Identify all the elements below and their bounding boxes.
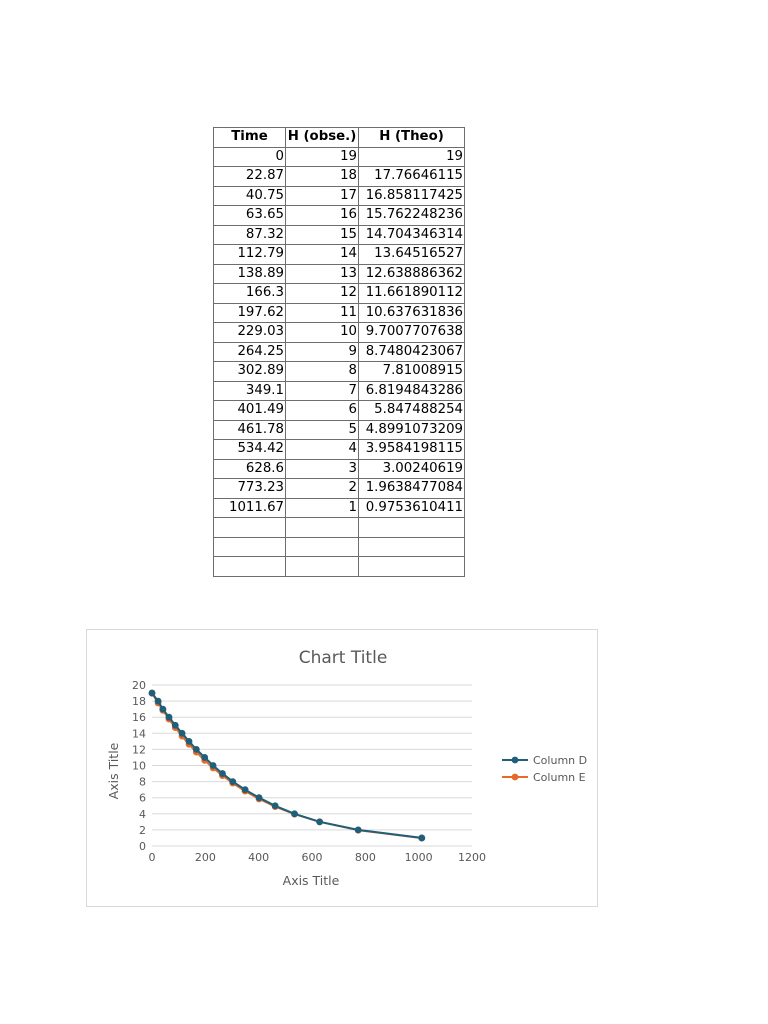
x-tick-label: 400: [248, 851, 270, 864]
x-axis-title: Axis Title: [282, 873, 340, 888]
table-header: [214, 128, 465, 148]
cell-h-observed: 15: [286, 225, 359, 245]
cell-time: 773.23: [214, 479, 286, 499]
data-point: [242, 786, 249, 793]
cell-h-theoretical: 11.661890112: [359, 284, 465, 304]
empty-cell: [359, 518, 465, 538]
y-tick-label: 4: [139, 807, 146, 821]
table-row: [214, 342, 465, 362]
data-point: [179, 730, 186, 737]
cell-h-observed: 13: [286, 264, 359, 284]
cell-h-theoretical: 1.9638477084: [359, 479, 465, 499]
data-point: [316, 818, 323, 825]
cell-time: 229.03: [214, 323, 286, 343]
cell-h-theoretical: 12.638886362: [359, 264, 465, 284]
y-tick-label: 12: [132, 743, 146, 757]
table-row: [214, 303, 465, 323]
y-tick-label: 10: [132, 759, 146, 773]
legend-swatch-marker: [512, 774, 519, 781]
chart-title: Chart Title: [298, 648, 388, 668]
y-tick-label: 20: [132, 679, 146, 692]
cell-h-observed: 18: [286, 167, 359, 187]
cell-h-theoretical: 9.7007707638: [359, 323, 465, 343]
table-row: [214, 264, 465, 284]
data-point: [256, 794, 263, 801]
cell-time: 302.89: [214, 362, 286, 382]
table-row: [214, 498, 465, 518]
empty-cell: [359, 537, 465, 557]
cell-h-theoretical: 4.8991073209: [359, 420, 465, 440]
y-tick-label: 6: [139, 791, 146, 805]
cell-h-theoretical: 19: [359, 147, 465, 167]
cell-h-observed: 11: [286, 303, 359, 323]
x-tick-label: 1000: [404, 851, 433, 864]
empty-cell: [359, 557, 465, 577]
data-point: [229, 778, 236, 785]
cell-h-observed: 4: [286, 440, 359, 460]
y-tick-label: 2: [139, 823, 146, 837]
cell-h-theoretical: 14.704346314: [359, 225, 465, 245]
data-point: [186, 738, 193, 745]
cell-time: 166.3: [214, 284, 286, 304]
cell-h-theoretical: 17.76646115: [359, 167, 465, 187]
x-tick-labels: [149, 851, 487, 864]
cell-h-theoretical: 16.858117425: [359, 186, 465, 206]
y-tick-label: 18: [132, 695, 146, 709]
cell-h-theoretical: 7.81008915: [359, 362, 465, 382]
cell-h-observed: 3: [286, 459, 359, 479]
header-h-theoretical: H (Theo): [359, 128, 465, 148]
cell-time: 264.25: [214, 342, 286, 362]
empty-cell: [286, 537, 359, 557]
cell-h-theoretical: 3.9584198115: [359, 440, 465, 460]
empty-cell: [214, 537, 286, 557]
cell-h-theoretical: 8.7480423067: [359, 342, 465, 362]
x-tick-label: 1200: [458, 851, 486, 864]
data-point: [193, 746, 200, 753]
x-tick-label: 600: [301, 851, 323, 864]
cell-h-observed: 7: [286, 381, 359, 401]
data-point: [291, 810, 298, 817]
data-point: [166, 714, 173, 721]
x-tick-label: 800: [354, 851, 376, 864]
cell-h-theoretical: 10.637631836: [359, 303, 465, 323]
legend-label: Column D: [533, 754, 588, 767]
data-point: [418, 835, 425, 842]
line-chart: [87, 630, 599, 908]
cell-time: 63.65: [214, 206, 286, 226]
cell-h-observed: 1: [286, 498, 359, 518]
y-tick-label: 16: [132, 711, 146, 725]
cell-h-observed: 8: [286, 362, 359, 382]
header-h-observed: H (obse.): [286, 128, 359, 148]
cell-h-theoretical: 3.00240619: [359, 459, 465, 479]
y-tick-labels: [132, 679, 146, 853]
cell-h-observed: 19: [286, 147, 359, 167]
cell-time: 628.6: [214, 459, 286, 479]
legend-swatch-marker: [512, 757, 519, 764]
data-point: [159, 706, 166, 713]
data-point: [149, 690, 156, 697]
table-row: [214, 479, 465, 499]
cell-h-theoretical: 5.847488254: [359, 401, 465, 421]
cell-h-observed: 2: [286, 479, 359, 499]
cell-h-theoretical: 0.9753610411: [359, 498, 465, 518]
table-row: [214, 284, 465, 304]
header-time: Time: [214, 128, 286, 148]
cell-h-observed: 6: [286, 401, 359, 421]
cell-time: 349.1: [214, 381, 286, 401]
empty-cell: [214, 557, 286, 577]
legend: [502, 754, 587, 784]
empty-cell: [214, 518, 286, 538]
legend-label: Column E: [533, 771, 586, 784]
empty-cell: [286, 557, 359, 577]
x-tick-label: 0: [148, 851, 156, 864]
data-point: [155, 698, 162, 705]
table-body: [214, 147, 465, 576]
legend-item: [502, 754, 587, 767]
table-row: [214, 420, 465, 440]
table-row: [214, 225, 465, 245]
empty-cell: [286, 518, 359, 538]
legend-item: [502, 771, 586, 784]
cell-time: 534.42: [214, 440, 286, 460]
header-row: [214, 128, 465, 148]
table-row: [214, 381, 465, 401]
cell-time: 197.62: [214, 303, 286, 323]
y-tick-label: 14: [132, 727, 146, 741]
table-row: [214, 362, 465, 382]
chart-frame: [86, 629, 598, 907]
data-point: [355, 827, 362, 834]
cell-time: 22.87: [214, 167, 286, 187]
cell-h-observed: 9: [286, 342, 359, 362]
cell-h-observed: 16: [286, 206, 359, 226]
data-point: [172, 722, 179, 729]
table-row: [214, 245, 465, 265]
empty-table-row: [214, 518, 465, 538]
table-row: [214, 401, 465, 421]
cell-h-observed: 14: [286, 245, 359, 265]
y-axis-title: Axis Title: [106, 742, 121, 800]
y-tick-label: 8: [139, 775, 146, 789]
data-point: [219, 770, 226, 777]
data-point: [201, 754, 208, 761]
cell-time: 0: [214, 147, 286, 167]
x-tick-label: 200: [194, 851, 216, 864]
cell-h-observed: 5: [286, 420, 359, 440]
cell-h-theoretical: 6.8194843286: [359, 381, 465, 401]
cell-h-observed: 17: [286, 186, 359, 206]
cell-time: 40.75: [214, 186, 286, 206]
table-row: [214, 147, 465, 167]
cell-h-observed: 12: [286, 284, 359, 304]
cell-time: 1011.67: [214, 498, 286, 518]
data-point: [210, 762, 217, 769]
table-row: [214, 459, 465, 479]
table-row: [214, 186, 465, 206]
table-row: [214, 206, 465, 226]
cell-time: 401.49: [214, 401, 286, 421]
empty-table-row: [214, 537, 465, 557]
table-row: [214, 167, 465, 187]
gridlines: [152, 685, 472, 846]
empty-table-row: [214, 557, 465, 577]
data-point: [272, 802, 279, 809]
cell-time: 112.79: [214, 245, 286, 265]
table-row: [214, 440, 465, 460]
data-table: [213, 127, 465, 577]
cell-h-observed: 10: [286, 323, 359, 343]
cell-time: 87.32: [214, 225, 286, 245]
cell-time: 461.78: [214, 420, 286, 440]
cell-time: 138.89: [214, 264, 286, 284]
cell-h-theoretical: 15.762248236: [359, 206, 465, 226]
y-tick-label: 0: [139, 840, 146, 853]
cell-h-theoretical: 13.64516527: [359, 245, 465, 265]
table-row: [214, 323, 465, 343]
